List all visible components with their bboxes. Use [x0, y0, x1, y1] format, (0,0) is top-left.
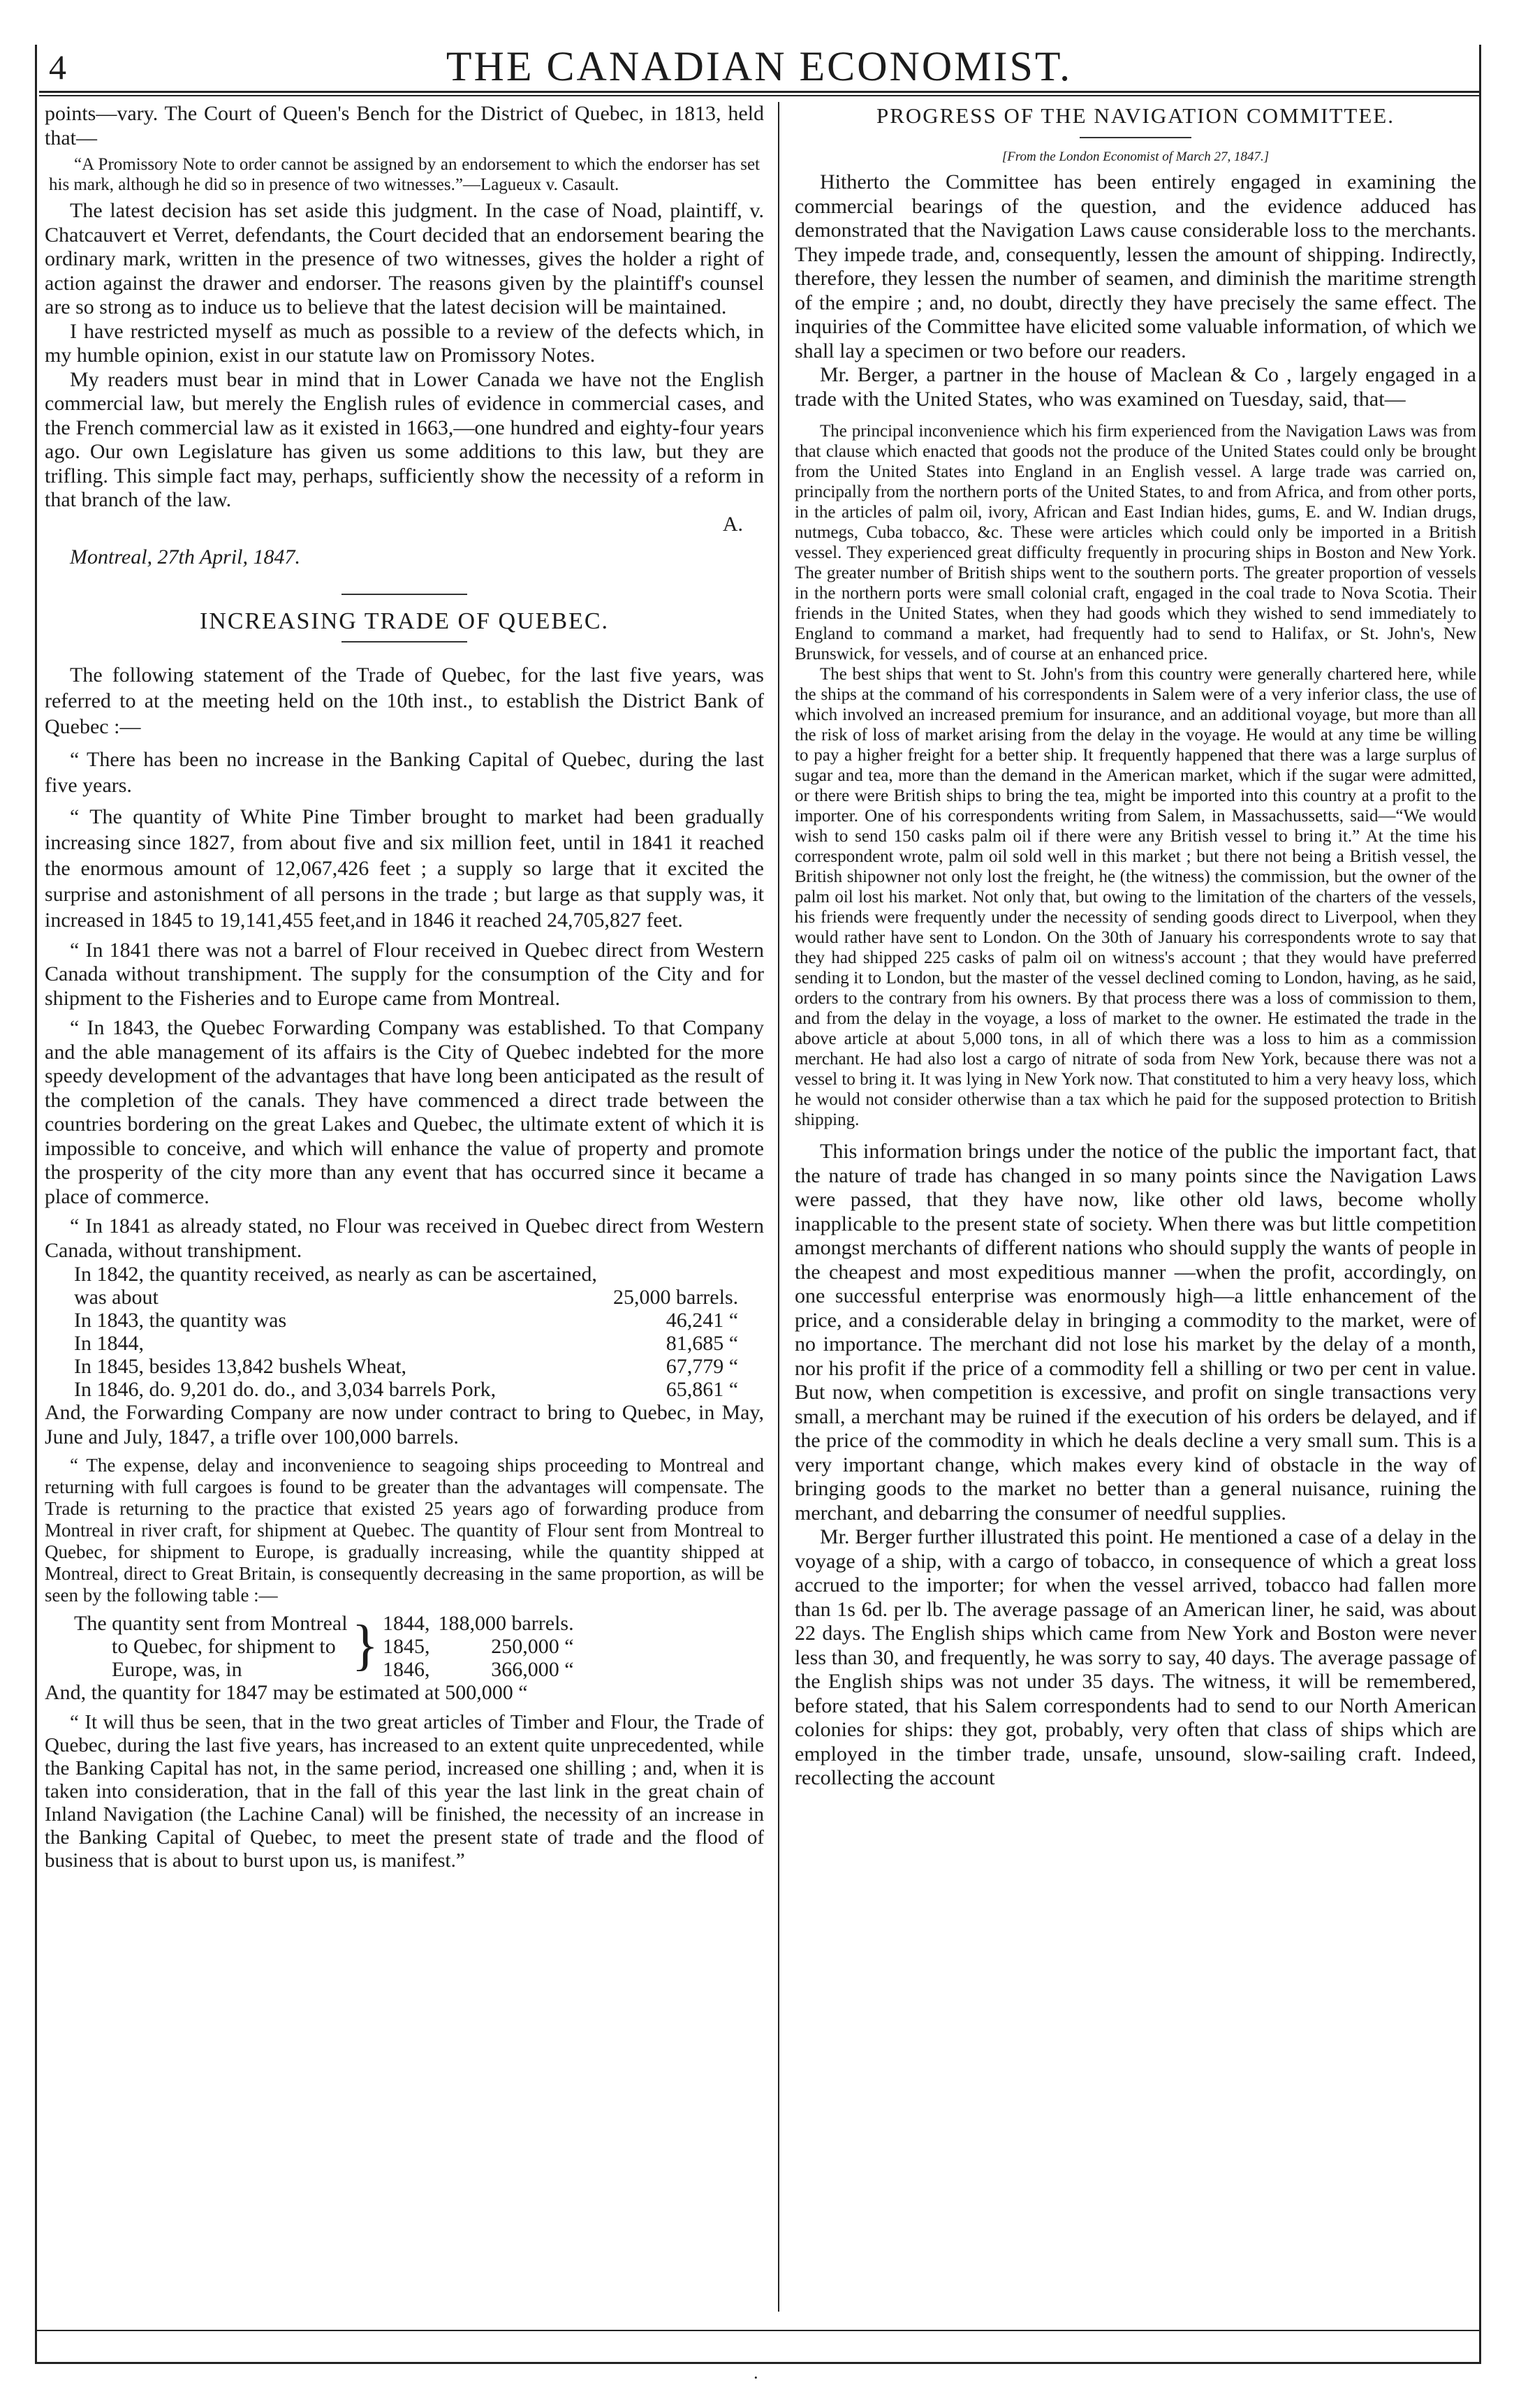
paragraph-flour-1841: “ In 1841 there was not a barrel of Flour received in Quebec direct from Western Canada without transhipment. The supply for the consumption of the City and for shipment to the Fisheries and to Europe came from Montreal. — [45, 938, 764, 1010]
flour-received-table — [70, 1263, 742, 1401]
paragraph-conclusion: “ It will thus be seen, that in the two great articles of Timber and Flour, the Trade of Quebec, during the last five years, has increased to an extent quite unprecedented, while the Banking Capital has not, in the same period, increased one shilling ; and, when it is taken into consideration, that in the fall of this year the last link in the great chain of Inland Navigation (the Lachine Canal) will be finished, the necessity of an increase in the Banking Capital of Quebec, to meet the present state of trade and the flood of business that is about to burst upon us, is manifest.” — [45, 1710, 764, 1872]
table-row — [70, 1378, 742, 1401]
quote-1813: “A Promissory Note to order cannot be assigned by an endorsement to which the endorser has set his mark, although he did so in presence of two witnesses.”—Lagueux v. Casault. — [49, 155, 760, 194]
paragraph-hitherto: Hitherto the Committee has been entirely engaged in examining the commercial bearings of the question, and the evidence adduced has demonstrated that the Navigation Laws cause considerable loss to the merchants. They impede trade, and, consequently, lessen the amount of shipping. Indirectly, therefore, they lessen the number of seamen, and diminish the maritime strength of the empire ; and, no doubt, directly they have precisely the same effect. The inquiries of the Committee have elicited some valuable information, of which we shall lay a specimen or two before our readers. — [795, 170, 1476, 362]
table-cell-value: 366,000 “ — [491, 1658, 574, 1681]
evidence-best-ships: The best ships that went to St. John's from this country were generally chartered here, while the ships at the command of his correspondents in Salem were of a very inferior class, the use of which involved an increased premium for insurance, and an additional voyage, but more than all the risk of loss of market arising from the delay in the voyage. He would at any time be willing to pay a higher freight for a better ship. It frequently happened that there was a large surplus of sugar and tea, more than the demand in the American market, which if the sugar were admitted, or there were British ships to bring the tea, might be imported into this country at a profit to the importer. One of his correspondents writing from Salem, in Massachussetts, said—“We would wish to send 150 casks palm oil if there were any British vessel to bring it.” At the time his correspondent wrote, palm oil sold well in this market ; but there not being a British vessel, the British shipowner not only lost the freight, he (the witness) the commission, but the owner of the palm oil lost his market. Not only that, but owing to the limitation of the charters of the vessels, his friends were frequently under the necessity of sending goods direct to Liverpool, when they would rather have sent to London. On the 30th of January his correspondents wrote to say that they had shipped 225 casks of palm oil on witness's account ; that they would have preferred sending it to London, but the master of the vessel declined coming to London, having, as he said, orders to the contrary from his owners. By that process there was a loss of commission to them, and from the delay in the voyage, a loss of market to the owner. He estimated the trade in the above article at about 5,000 tons, in all of which there was a loss to him as a commission merchant. He had also lost a cargo of nitrate of soda from New York, because there was not a vessel to bring it. It was lying in New York now. That constituted to him a very heavy loss, which he would not consider otherwise than a tax which he paid for the supposed protection to British shipping. — [795, 665, 1476, 1129]
page-number: 4 — [49, 47, 66, 87]
table-cell-label: to Quebec, for shipment to — [112, 1635, 336, 1658]
header-rule-bottom — [39, 95, 1480, 96]
table-row — [70, 1635, 578, 1658]
table-cell-label: In 1846, do. 9,201 do. do., and 3,034 barrels Pork, — [74, 1378, 497, 1401]
table-cell-value: 46,241 “ — [666, 1309, 739, 1332]
table-cell-value: 65,861 “ — [666, 1378, 739, 1401]
table-cell-label: In 1844, — [74, 1332, 144, 1355]
article-title-quebec: INCREASING TRADE OF QUEBEC. — [199, 608, 610, 634]
table-row — [70, 1355, 742, 1378]
page-header — [39, 41, 1479, 96]
paragraph-already: “ In 1841 as already stated, no Flour was received in Quebec direct from Western Canada, without transhipment. — [45, 1214, 764, 1262]
table-row — [70, 1263, 742, 1309]
table-cell-value: 25,000 barrels. — [613, 1286, 739, 1309]
paragraph-following: The following statement of the Trade of Quebec, for the last five years, was referred to at the meeting held on the 10th inst., to establish the District Bank of Quebec :— — [45, 663, 764, 738]
paragraph-further: Mr. Berger further illustrated this point. He mentioned a case of a delay in the voyage of a ship, with a cargo of tobacco, in consequence of which a great loss accrued to the importer; for when the vessel arrived, tobacco had fallen more than 1s 6d. per lb. The average passage of an American liner, he said, was about 22 days. The English ships which came from New York and Boston were never less than 30, and frequently, he was sorry to say, 40 days. The average passage of the English ships was not under 35 days. The witness, it will be remembered, before stated, that his Salem correspondents had to send to our North American colonies for ships: they got, probably, very often that class of ships which are employed in the timber trade, unsafe, unsound, slow-sailing craft. Indeed, recollecting the account — [795, 1525, 1476, 1789]
flour-sent-table — [70, 1612, 578, 1681]
paragraph-contract: And, the Forwarding Company are now under contract to bring to Quebec, in May, June and July, 1847, a trifle over 100,000 barrels. — [45, 1401, 764, 1448]
paragraph-latest-decision: The latest decision has set aside this judgment. In the case of Noad, plaintiff, v. Chatcauvert et Verret, defendants, the Court decided that an endorsement bearing the ordinary mark, written in the presence of two witnesses, gives the holder a right of action against the drawer and endorser. The reasons given by the plaintiff's counsel are so strong as to induce us to believe that the latest decision will be maintained. — [45, 199, 764, 318]
paragraph-forwarding: “ In 1843, the Quebec Forwarding Company was established. To that Company and the able management of its affairs is the City of Quebec indebted for the more speedy development of the advantages that have long been anticipated as the result of the completion of the canals. They have commenced a direct trade between the countries bordering on the great Lakes and Quebec, the ultimate extent of which it is impossible to conceive, and which will enhance the value of property and promote the prosperity of the city more than any event that has occurred since it became a place of commerce. — [45, 1016, 764, 1208]
paragraph-continued: points—vary. The Court of Queen's Bench for the District of Quebec, in 1813, held that— — [45, 102, 764, 149]
evidence-principal: The principal inconvenience which his firm experienced from the Navigation Laws was from that clause which enacted that goods not the produce of the United States could only be brought from the United States into England in an English vessel. A large trade was carried on, principally from the northern ports of the United States, to and from Africa, and from other ports, in the articles of palm oil, ivory, African and East Indian hides, gums, E. and W. Indian drugs, nutmegs, Cuba tobacco, &c. These were articles which could only be imported in a British vessel. They experienced great difficulty frequently in procuring ships in Boston and New York. The greater number of British ships went to the southern ports. The greater proportion of vessels in the northern ports were small colonial craft, engaged in the coal trade to Nova Scotia. Their friends in the United States, when they had goods which they wished to send immediately to England to command a market, had frequently had to send to Halifax, or St. John's, New Brunswick, for vessels, and of course at an enhanced price. — [795, 422, 1476, 663]
section-divider — [341, 594, 467, 595]
table-cell-year: 1846, — [382, 1658, 430, 1681]
table-row — [70, 1612, 578, 1635]
paragraph-banking: “ There has been no increase in the Banking Capital of Quebec, during the last five years. — [45, 747, 764, 797]
table-cell-value: 250,000 “ — [491, 1635, 574, 1658]
masthead-title: THE CANADIAN ECONOMIST. — [446, 43, 1073, 89]
table-cell-value: 67,779 “ — [666, 1355, 739, 1378]
article-source: [From the London Economist of March 27, 1847.] — [1001, 149, 1270, 164]
table-row — [70, 1658, 578, 1681]
dateline: Montreal, 27th April, 1847. — [70, 545, 300, 568]
table-cell-year: 1844, — [382, 1612, 430, 1635]
table-cell-value: 81,685 “ — [666, 1332, 739, 1355]
paragraph-berger: Mr. Berger, a partner in the house of Maclean & Co , largely engaged in a trade with the United States, who was examined on Tuesday, said, that— — [795, 363, 1476, 411]
right-border — [1479, 45, 1481, 2362]
title-underline — [1080, 137, 1191, 138]
column-divider — [778, 102, 779, 2312]
footer-mark: · — [753, 2367, 759, 2388]
table-cell-label: The quantity sent from Montreal — [74, 1612, 348, 1635]
paragraph-estimated: And, the quantity for 1847 may be estimated at 500,000 “ — [45, 1681, 528, 1704]
paragraph-expense: “ The expense, delay and inconvenience to seagoing ships proceeding to Montreal and returning with full cargoes is found to be greater than the advantages will compensate. The Trade is returning to the practice that existed 25 years ago of forwarding produce from Montreal in river craft, for shipment at Quebec. The quantity of Flour sent from Montreal to Quebec, for shipment to Europe, is gradually increasing, while the quantity shipped at Montreal, direct to Great Britain, is consequently decreasing in the same proportion, as will be seen by the following table :— — [45, 1455, 764, 1606]
right-column — [795, 102, 1476, 2310]
paragraph-information: This information brings under the notice of the public the important fact, that the nature of trade has changed in so many points since the Navigation Laws were passed, that they have now, like other old laws, become wholly inapplicable to the present state of society. When there was but little competition amongst merchants of different nations who should supply the wants of people in the cheapest and most expeditious manner —when the profit, accordingly, on one successful enterprise was enormously high—a little enhancement of the price, and a considerable delay in bringing a commodity to the market, were of no importance. The merchant did not lose his market by the delay of a month, nor his profit if the price of a commodity fell a shilling or two per cent in value. But now, when competition is excessive, and profit on single transactions very small, a merchant may be ruined if the execution of his orders be delayed, and if the price of the commodity in which he deals decline a very small sum. This is a very important change, which makes every kind of obstacle in the way of bringing goods to the market no better than a general nuisance, ruining the merchant, and debarring the consumer of needful supplies. — [795, 1140, 1476, 1525]
signature: A. — [722, 512, 743, 536]
footer-rule-bottom — [35, 2362, 1481, 2364]
paragraph-timber: “ The quantity of White Pine Timber brought to market had been gradually increasing since 1827, from about five and six million feet, until in 1841 it reached the enormous amount of 12,067,426 feet ; a supply so large that it excited the surprise and astonishment of all persons in the trade ; but large as that supply was, it increased in 1845 to 19,141,455 feet,and in 1846 it reached 24,705,827 feet. — [45, 805, 764, 932]
header-rule-top — [39, 91, 1480, 93]
brace-icon: } — [351, 1615, 379, 1676]
footer-rule-top — [35, 2330, 1481, 2331]
title-underline — [341, 641, 467, 643]
table-cell-label: In 1845, besides 13,842 bushels Wheat, — [74, 1355, 407, 1378]
table-cell-value: 188,000 barrels. — [438, 1612, 574, 1635]
paragraph-readers: My readers must bear in mind that in Lower Canada we have not the English commercial law, but merely the English rules of evidence in commercial cases, and the French commercial law as it existed in 1663,—one hundred and eighty-four years ago. Our own Legislature has given us some additions to this law, but they are trifling. This simple fact may, perhaps, sufficiently show the necessity of a reform in that branch of the law. — [45, 367, 764, 511]
table-cell-year: 1845, — [382, 1635, 430, 1658]
paragraph-restricted: I have restricted myself as much as possible to a review of the defects which, in my humble opinion, exist in our statute law on Promissory Notes. — [45, 319, 764, 367]
table-cell-label: In 1843, the quantity was — [74, 1309, 287, 1332]
left-column — [45, 102, 764, 2310]
left-border — [35, 45, 37, 2362]
table-cell-label: In 1842, the quantity received, as nearly as can be ascertained, was about — [74, 1263, 597, 1309]
table-row — [70, 1332, 742, 1355]
article-title-navigation: PROGRESS OF THE NAVIGATION COMMITTEE. — [876, 103, 1395, 128]
table-cell-label: Europe, was, in — [112, 1658, 242, 1681]
table-row — [70, 1309, 742, 1332]
